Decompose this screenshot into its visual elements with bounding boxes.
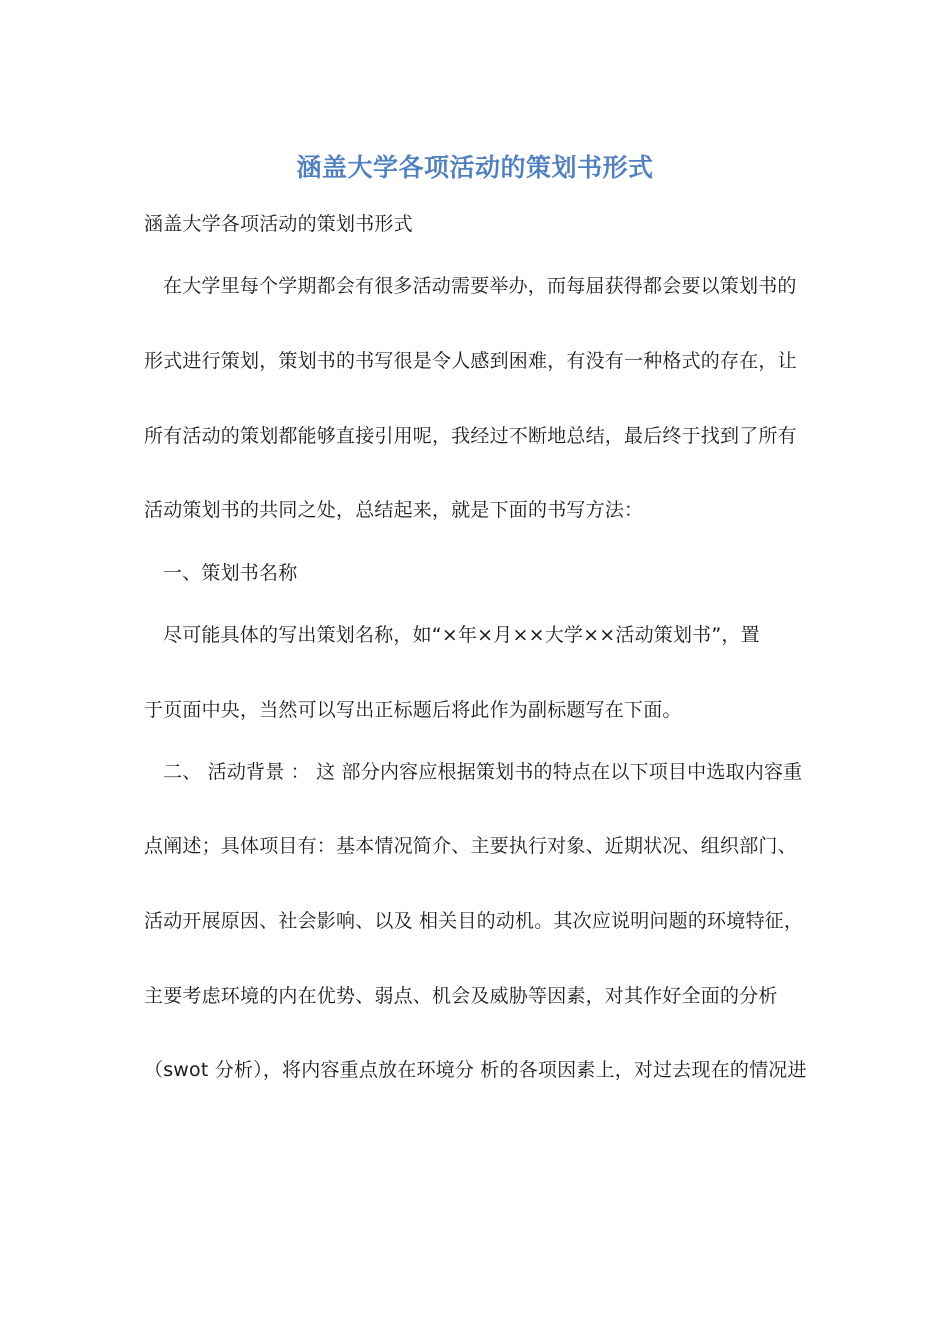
paragraph-line: 点阐述；具体项目有：基本情况简介、主要执行对象、近期状况、组织部门、 — [144, 835, 797, 857]
subtitle-line: 涵盖大学各项活动的策划书形式 — [144, 213, 413, 235]
paragraph-line: 尽可能具体的写出策划名称，如“×年×月××大学××活动策划书”，置 — [163, 624, 760, 646]
paragraph-line: 主要考虑环境的内在优势、弱点、机会及威胁等因素，对其作好全面的分析 — [144, 985, 778, 1007]
paragraph-line: 活动策划书的共同之处，总结起来，就是下面的书写方法： — [144, 499, 644, 521]
section-heading-line: 二、 活动背景 ： 这 部分内容应根据策划书的特点在以下项目中选取内容重 — [163, 761, 803, 783]
document-title: 涵盖大学各项活动的策划书形式 — [296, 153, 654, 182]
paragraph-line: （swot 分析），将内容重点放在环境分 析的各项因素上，对过去现在的情况进 — [144, 1059, 807, 1081]
paragraph-line: 形式进行策划，策划书的书写很是令人感到困难，有没有一种格式的存在，让 — [144, 350, 797, 372]
section-heading: 一、策划书名称 — [163, 562, 298, 584]
paragraph-line: 所有活动的策划都能够直接引用呢，我经过不断地总结，最后终于找到了所有 — [144, 425, 797, 447]
paragraph-line: 于页面中央，当然可以写出正标题后将此作为副标题写在下面。 — [144, 699, 682, 721]
paragraph-line: 在大学里每个学期都会有很多活动需要举办，而每届获得都会要以策划书的 — [163, 275, 797, 297]
paragraph-line: 活动开展原因、社会影响、以及 相关目的动机。其次应说明问题的环境特征， — [144, 910, 804, 932]
